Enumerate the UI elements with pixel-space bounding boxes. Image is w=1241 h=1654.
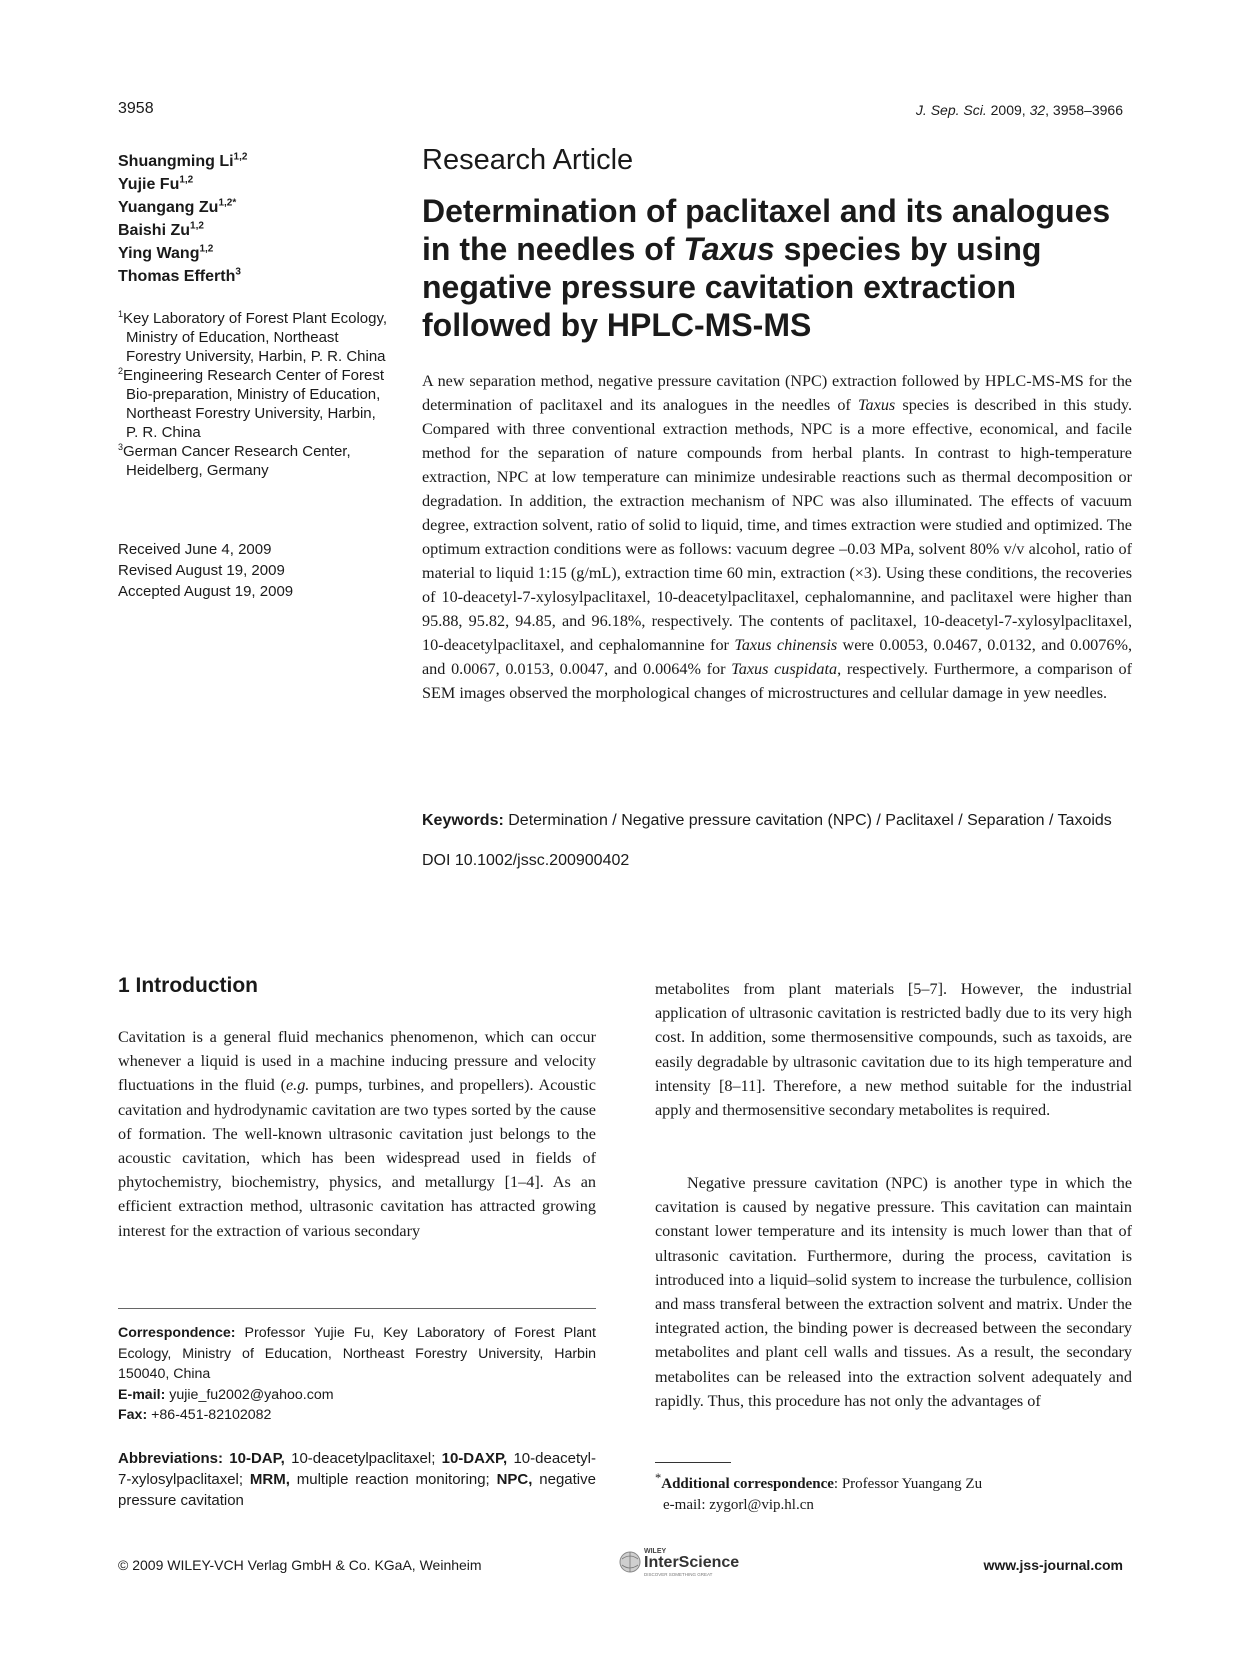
article-type: Research Article <box>422 144 634 176</box>
affiliation: $^1$Key Laboratory of Forest Plant Ecology, Ministry of Education, Northeast Forestry University, Harbin, P. R. China <box>118 309 388 365</box>
date-accepted: Accepted August 19, 2009 <box>118 583 294 600</box>
affiliation: $^3$German Cancer Research Center, Heidelberg, Germany <box>118 442 351 479</box>
author: Yuangang $Zu^{1,2*}$ <box>118 197 237 216</box>
abstract: A new separation method, negative pressure cavitation (NPC) extraction followed by HPLC-MS-MS for the determination of paclitaxel and its analogues in the needles of Taxus species is described in this study. Compared with three conventional extraction methods, NPC is a more effective, economical, and facile method for the separation of nature compounds from herbal plants. In contrast to high-temperature extraction, NPC at low temperature can minimize undesirable reactions such as thermal decomposition or degradation. In addition, the extraction mechanism of NPC was also illuminated. The effects of vacuum degree, extraction solvent, ratio of solid to liquid, time, and times extraction were studied and optimized. The optimum extraction conditions were as follows: vacuum degree –0.03 MPa, solvent 80% v/v alcohol, ratio of material to liquid 1:15 (g/mL), extraction time 60 min, extraction (×3). Using these conditions, the recoveries of 10-deacetyl-7-xylosylpaclitaxel, 10-deacetylpaclitaxel, cephalomannine, and paclitaxel were higher than 95.88, 95.82, 94.85, and 96.18%, respectively. The contents of paclitaxel, 10-deacetyl-7-xylosylpaclitaxel, 10-deacetylpaclitaxel, and cephalomannine for Taxus chinensis were 0.0053, 0.0467, 0.0132, and 0.0076%, and 0.0067, 0.0153, 0.0047, and 0.0064% for Taxus cuspidata, respectively. Furthermore, a comparison of SEM images observed the morphological changes of microstructures and cellular damage in yew needles. <box>422 372 1132 702</box>
abbreviations-note: Abbreviations: 10-DAP, 10-deacetylpaclitaxel; 10-DAXP, 10-deacetyl-7-xylosylpaclitaxel; MRM, multiple reaction monitoring; NPC, negative pressure cavitation <box>118 1450 596 1509</box>
section-heading-introduction: 1 Introduction <box>118 974 258 997</box>
journal-website-link[interactable]: www.jss-journal.com <box>983 1557 1123 1573</box>
keywords <box>422 810 1132 831</box>
keywords-text: Determination / Negative pressure cavitation (NPC) / Paclitaxel / Separation / Taxoids <box>508 812 1112 829</box>
wiley-interscience-logo[interactable] <box>618 1541 768 1581</box>
author: Ying Wang$^{1,2}$ <box>118 243 214 262</box>
copyright-notice: © 2009 WILEY-VCH Verlag GmbH & Co. KGaA, Weinheim <box>118 1557 482 1573</box>
author: Thomas Efferth$^3$ <box>118 266 241 285</box>
journal-reference: J. Sep. Sci. 2009, 32, 3958–3966 <box>915 102 1123 118</box>
date-revised: Revised August 19, 2009 <box>118 562 285 579</box>
intro-paragraph-continued: metabolites from plant materials [5–7]. However, the industrial application of ultrasonic cavitation is restricted badly due to its very high cost. In addition, some thermosensitive compounds, such as taxoids, are easily degradable by ultrasonic cavitation due to its high temperature and intensity [8–11]. Therefore, a new method suitable for the industrial apply and thermosensitive secondary metabolites is required. <box>655 980 1132 1120</box>
author: Yujie Fu$^{1,2}$ <box>118 174 194 193</box>
publication-dates <box>118 539 388 602</box>
journal-volume: 32 <box>1029 102 1046 118</box>
intro-paragraph: Negative pressure cavitation (NPC) is another type in which the cavitation is caused by negative pressure. This cavitation can maintain constant lower temperature and its intensity is much lower than that of ultrasonic cavitation. Furthermore, during the process, cavitation is introduced into a liquid–solid system to increase the turbulence, collision and mass transferal between the extraction solvent and matrix. Under the integrated action, the binding power is decreased between the secondary metabolites and plant cell walls and tissues. As a result, the secondary metabolites can be released into the extraction solvent adequately and rapidly. Thus, this procedure has not only the advantages of <box>655 1174 1132 1410</box>
additional-correspondence-note: *Additional correspondence: Professor Yuangang Zu e-mail: zygorl@vip.hl.cn <box>655 1468 1132 1516</box>
affiliation: $^2$Engineering Research Center of Forest Bio-preparation, Ministry of Education, Northeast Forestry University, Harbin, P. R. China <box>118 366 384 441</box>
doi[interactable]: DOI 10.1002/jssc.200900402 <box>422 852 630 869</box>
date-received: Received June 4, 2009 <box>118 541 272 558</box>
page-number: 3958 <box>118 100 154 117</box>
journal-abbrev: J. Sep. Sci. <box>915 102 987 118</box>
intro-paragraph: Cavitation is a general fluid mechanics phenomenon, which can occur whenever a liquid is used in a machine inducing pressure and velocity fluctuations in the fluid (e.g. pumps, turbines, and propellers). Acoustic cavitation and hydrodynamic cavitation are two types sorted by the cause of formation. The well-known ultrasonic cavitation just belongs to the acoustic cavitation, which has been widespread used in fields of phytochemistry, biochemistry, physics, and metallurgy [1–4]. As an efficient extraction method, ultrasonic cavitation has attracted growing interest for the extraction of various secondary <box>118 1028 596 1240</box>
author: Baishi Zu$^{1,2}$ <box>118 220 204 239</box>
journal-pages: 3958–3966 <box>1052 102 1123 118</box>
author-list <box>118 150 398 288</box>
affiliation-list <box>118 309 388 480</box>
journal-year: 2009 <box>990 102 1022 118</box>
article-title: Determination of paclitaxel and its analogues in the needles of Taxus species by using negative pressure cavitation extraction followed by HPLC-MS-MS <box>422 193 1111 343</box>
correspondence-email[interactable]: yujie_fu2002@yahoo.com <box>169 1386 334 1403</box>
logo-interscience-text: InterScience <box>644 1554 740 1571</box>
footnote-divider <box>118 1308 596 1309</box>
logo-tagline-text: DISCOVER SOMETHING GREAT <box>644 1572 713 1577</box>
keywords-label: Keywords: <box>422 812 504 829</box>
interscience-logo-icon <box>618 1541 768 1581</box>
additional-correspondence-email[interactable]: e-mail: zygorl@vip.hl.cn <box>663 1497 814 1513</box>
footnote-divider <box>655 1462 731 1463</box>
logo-wiley-text: WILEY <box>644 1548 667 1555</box>
author: Shuangming Li$^{1,2}$ <box>118 151 248 170</box>
correspondence-note: Correspondence: Professor Yujie Fu, Key Laboratory of Forest Plant Ecology, Ministry of Education, Northeast Forestry University, Harbin 150040, China E-mail: yujie_fu2002@yahoo.com Fax: +86-451-82102082 <box>118 1325 596 1423</box>
